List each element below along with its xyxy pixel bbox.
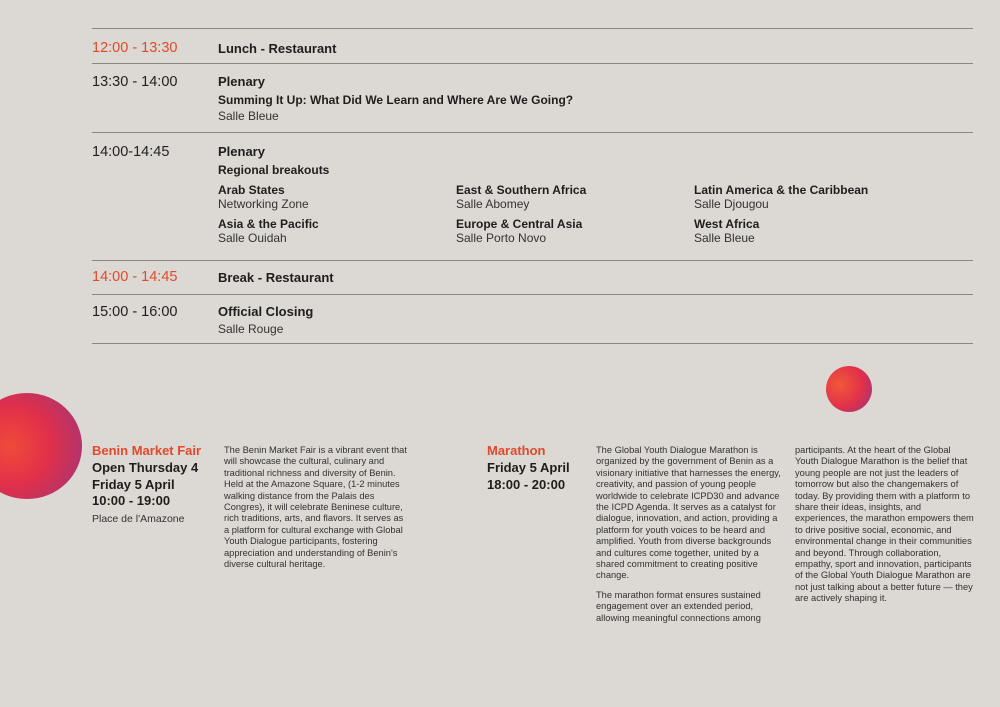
- region-item: [694, 183, 934, 211]
- session-type: Plenary: [218, 144, 265, 159]
- market-fair-hours: 10:00 - 19:00: [92, 493, 171, 508]
- region-name: Arab States: [218, 183, 285, 197]
- region-item: [456, 183, 694, 211]
- market-fair-description: The Benin Market Fair is a vibrant event that will showcase the cultural, culinary and traditional richness and diversity of Benin. Held at the Amazone Square, (1-2 minutes walking distance from the Palais des Congres), it will celebrate Beninese culture, rich traditions, arts, and flavors. It serves as a platform for cultural exchange with Global Youth Dialogue participants, fostering appreciation and understanding of Benin's diverse cultural heritage.: [224, 445, 407, 570]
- marathon-header: [487, 443, 587, 493]
- region-name: West Africa: [694, 217, 760, 231]
- time-slot: 12:00 - 13:30: [92, 40, 178, 56]
- schedule-row-plenary-1: [92, 63, 973, 132]
- region-venue: Salle Abomey: [456, 197, 530, 211]
- region-item: [218, 217, 456, 245]
- schedule-row-break: [92, 260, 973, 294]
- session-venue: Salle Bleue: [218, 109, 279, 123]
- marathon-paragraph: The marathon format ensures sustained engagement over an extended period, allowing meaningful connections among: [596, 589, 761, 623]
- schedule-row-plenary-2: [92, 132, 973, 260]
- marathon-description-col2: participants. At the heart of the Global Youth Dialogue Marathon is the belief that young people are not just the leaders of tomorrow but also the changemakers of today. By providing them with a platform to share their ideas, insights, and experiences, the marathon empowers them to drive positive social, economic, and environmental change in their communities and beyond. Through collaboration, empathy, sport and innovation, participants of the Global Youth Dialogue Marathon are not just talking about a better future — they are actively shaping it.: [795, 445, 974, 604]
- session-type: Plenary: [218, 74, 265, 89]
- session-venue: Salle Rouge: [218, 322, 284, 336]
- region-name: Latin America & the Caribbean: [694, 183, 869, 197]
- market-fair-place: Place de l'Amazone: [92, 512, 185, 525]
- session-title: Lunch - Restaurant: [218, 41, 337, 56]
- schedule-row-closing: [92, 294, 973, 344]
- session-title: Break - Restaurant: [218, 270, 334, 285]
- region-name: East & Southern Africa: [456, 183, 587, 197]
- market-fair-title: Benin Market Fair: [92, 443, 202, 458]
- time-slot: 14:00-14:45: [92, 144, 170, 160]
- region-name: Europe & Central Asia: [456, 217, 583, 231]
- schedule-row-lunch: [92, 28, 973, 63]
- market-fair-date: Open Thursday 4: [92, 460, 199, 475]
- marathon-title: Marathon: [487, 443, 546, 458]
- market-fair-date: Friday 5 April: [92, 476, 175, 492]
- marathon-date: Friday 5 April: [487, 460, 570, 475]
- market-fair-header: [92, 443, 217, 525]
- time-slot: 13:30 - 14:00: [92, 74, 178, 90]
- marathon-description-col1: [596, 445, 784, 624]
- regional-breakouts: [218, 183, 973, 245]
- time-slot: 15:00 - 16:00: [92, 304, 178, 320]
- marathon-paragraph: The Global Youth Dialogue Marathon is organized by the government of Benin as a visionary initiative that harnesses the energy, creativity, and passion of young people worldwide to celebrate ICPD30 and advance the ICPD Agenda. It serves as a catalyst for dialogue, innovation, and action, providing a platform for youth voices to be heard and amplified. Youth from diverse backgrounds and cultures come together, united by a shared commitment to creating positive change.: [596, 445, 781, 581]
- region-venue: Salle Bleue: [694, 231, 755, 245]
- schedule-table: [92, 28, 973, 344]
- session-title: Official Closing: [218, 304, 314, 319]
- marathon-hours: 18:00 - 20:00: [487, 476, 566, 492]
- session-title: Summing It Up: What Did We Learn and Where Are We Going?: [218, 93, 574, 107]
- region-venue: Networking Zone: [218, 197, 309, 211]
- region-item: [694, 217, 934, 245]
- region-venue: Salle Ouidah: [218, 231, 287, 245]
- decorative-gradient-circle: [826, 366, 872, 412]
- region-name: Asia & the Pacific: [218, 217, 319, 231]
- decorative-gradient-circle: [0, 393, 82, 499]
- region-venue: Salle Djougou: [694, 197, 769, 211]
- region-item: [218, 183, 456, 211]
- session-subtitle: Regional breakouts: [218, 163, 330, 177]
- time-slot: 14:00 - 14:45: [92, 269, 178, 285]
- region-item: [456, 217, 694, 245]
- region-venue: Salle Porto Novo: [456, 231, 547, 245]
